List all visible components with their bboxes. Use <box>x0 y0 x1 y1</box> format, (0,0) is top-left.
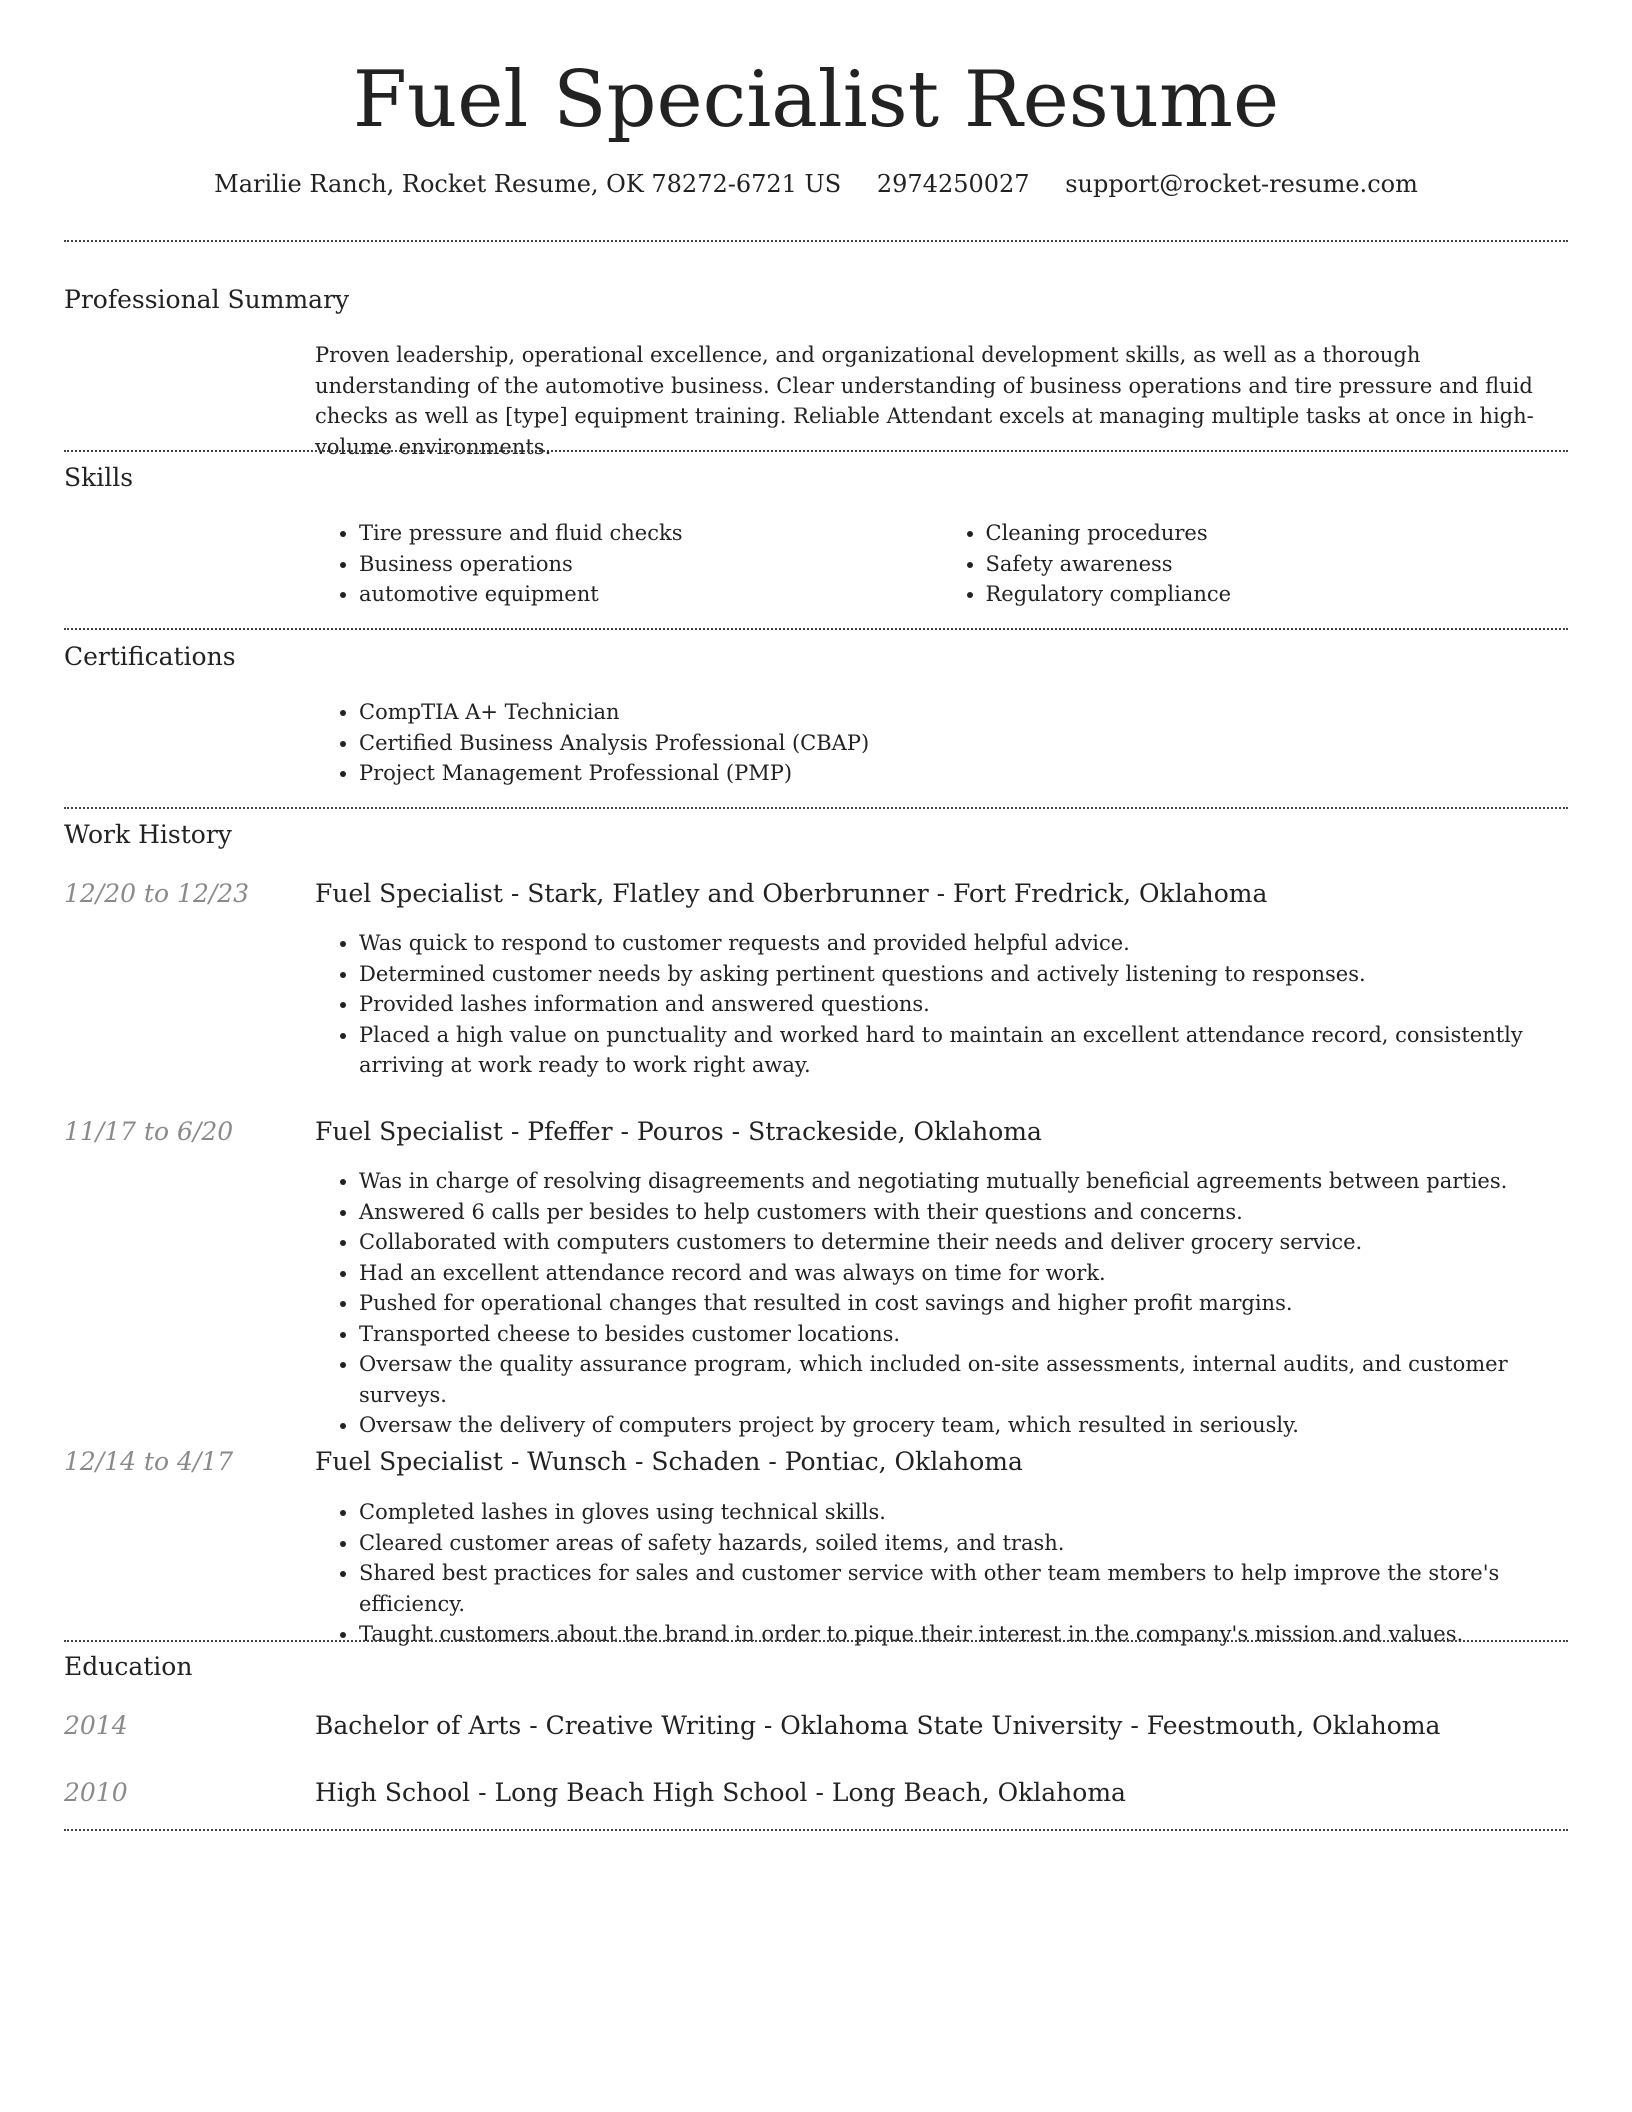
skills-column-left <box>315 518 942 610</box>
skill-item: • Regulatory compliance <box>986 579 1569 610</box>
skill-item: • automotive equipment <box>359 579 942 610</box>
job-title: Fuel Specialist - Wunsch - Schaden - Pontiac, Oklahoma <box>315 1447 1023 1476</box>
section-heading-education: Education <box>64 1652 193 1681</box>
education-degree: Bachelor of Arts - Creative Writing - Oklahoma State University - Feestmouth, Oklahoma <box>315 1711 1441 1740</box>
job-bullet: • Oversaw the delivery of computers project by grocery team, which resulted in seriously. <box>359 1410 1568 1441</box>
job-bullet: • Collaborated with computers customers to determine their needs and deliver grocery service. <box>359 1227 1568 1258</box>
job-title: Fuel Specialist - Stark, Flatley and Oberbrunner - Fort Fredrick, Oklahoma <box>315 879 1268 908</box>
job-bullet: • Answered 6 calls per besides to help customers with their questions and concerns. <box>359 1197 1568 1228</box>
job-bullet: • Taught customers about the brand in order to pique their interest in the company's mission and values. <box>359 1619 1568 1650</box>
skill-item: • Tire pressure and fluid checks <box>359 518 942 549</box>
certification-item: • Project Management Professional (PMP) <box>359 758 1568 789</box>
contact-address: Marilie Ranch, Rocket Resume, OK 78272-6721 US <box>214 170 842 198</box>
job-bullet: • Transported cheese to besides customer locations. <box>359 1319 1568 1350</box>
divider <box>64 1640 1568 1642</box>
certification-item: • Certified Business Analysis Professional (CBAP) <box>359 728 1568 759</box>
summary-text: Proven leadership, operational excellence, and organizational development skills, as well as a thorough understanding of the automotive business. Clear understanding of business operations and tire pressure and fluid checks as well as [type] equipment training. Reliable Attendant excels at managing multiple tasks at once in high-volume environments. <box>315 343 1534 459</box>
job-title: Fuel Specialist - Pfeffer - Pouros - Strackeside, Oklahoma <box>315 1117 1042 1146</box>
job-bullet: • Placed a high value on punctuality and worked hard to maintain an excellent attendance record, consistently arriving at work ready to work right away. <box>359 1020 1568 1081</box>
job-bullets <box>315 928 1568 1081</box>
skill-item: • Business operations <box>359 549 942 580</box>
skill-item: • Safety awareness <box>986 549 1569 580</box>
job-dates: 12/14 to 4/17 <box>64 1447 234 1476</box>
section-heading-summary: Professional Summary <box>64 285 350 314</box>
job-bullets <box>315 1497 1568 1650</box>
education-year: 2014 <box>64 1711 128 1740</box>
job-bullet: • Cleared customer areas of safety hazards, soiled items, and trash. <box>359 1528 1568 1559</box>
job-bullet: • Oversaw the quality assurance program, which included on-site assessments, internal audits, and customer surveys. <box>359 1349 1568 1410</box>
section-heading-work: Work History <box>64 820 232 849</box>
job-bullet: • Was quick to respond to customer requests and provided helpful advice. <box>359 928 1568 959</box>
certification-item: • CompTIA A+ Technician <box>359 697 1568 728</box>
contact-phone: 2974250027 <box>876 170 1030 198</box>
job-bullet: • Shared best practices for sales and customer service with other team members to help improve the store's efficiency. <box>359 1558 1568 1619</box>
job-bullet: • Had an excellent attendance record and was always on time for work. <box>359 1258 1568 1289</box>
divider <box>64 1829 1568 1831</box>
education-degree: High School - Long Beach High School - Long Beach, Oklahoma <box>315 1778 1126 1807</box>
skills-column-right <box>942 518 1569 610</box>
job-bullet: • Pushed for operational changes that resulted in cost savings and higher profit margins. <box>359 1288 1568 1319</box>
job-bullet: • Determined customer needs by asking pertinent questions and actively listening to responses. <box>359 959 1568 990</box>
education-year: 2010 <box>64 1778 128 1807</box>
job-bullets <box>315 1166 1568 1441</box>
divider <box>64 628 1568 630</box>
job-dates: 12/20 to 12/23 <box>64 879 250 908</box>
skills-list <box>315 518 1568 610</box>
divider <box>64 450 1568 452</box>
contact-email: support@rocket-resume.com <box>1065 170 1418 198</box>
section-heading-skills: Skills <box>64 463 134 492</box>
contact-line <box>64 168 1568 200</box>
certifications-list <box>315 697 1568 789</box>
divider <box>64 807 1568 809</box>
job-bullet: • Provided lashes information and answered questions. <box>359 989 1568 1020</box>
job-bullet: • Was in charge of resolving disagreements and negotiating mutually beneficial agreements between parties. <box>359 1166 1568 1197</box>
resume-title: Fuel Specialist Resume <box>352 55 1280 145</box>
skill-item: • Cleaning procedures <box>986 518 1569 549</box>
divider <box>64 240 1568 242</box>
section-heading-certifications: Certifications <box>64 642 236 671</box>
job-dates: 11/17 to 6/20 <box>64 1117 234 1146</box>
job-bullet: • Completed lashes in gloves using technical skills. <box>359 1497 1568 1528</box>
